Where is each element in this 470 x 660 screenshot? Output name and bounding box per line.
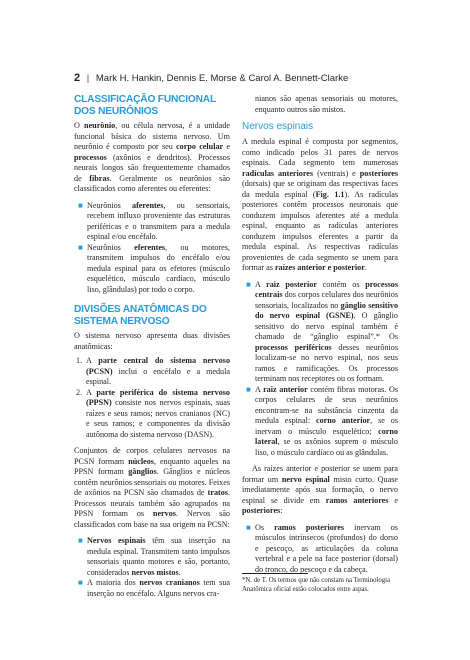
nerve-origin-list [74,536,230,599]
bullet-icon: ■ [78,536,83,545]
paragraph-continuation: nianos são apenas sensoriais ou motores, enquanto outros são mistos. [255,94,398,114]
bold-term: ramos anteriores [325,495,389,505]
list-item: ■ Nervos espinais têm sua inserção na medula espinal. Transmitem tanto impulsos sensoriais quanto motores e são, portanto, considerados nervos mistos. [78,536,230,577]
page-number: 2 [74,72,81,84]
neuron-type-list [74,201,230,296]
item-number: 1. [76,356,83,365]
bold-term: corno anterior [315,416,371,425]
bold-term: corpo celular [176,142,224,151]
bold-term: ramos posteriores [274,522,345,532]
bold-term: raiz anterior [263,384,308,394]
heading-spinal-nerves: Nervos espinais [242,121,314,132]
running-header [74,72,348,84]
list-item: ■ A maioria dos nervos cranianos tem sua inserção no encéfalo. Alguns nervos cra- [78,578,231,598]
heading-functional-classification: CLASSIFICAÇÃO FUNCIONAL DOS NEURÔNIOS [74,94,216,117]
left-column [74,94,230,599]
bullet-icon: ■ [246,522,251,532]
bold-term: raízes anterior e posterior [274,263,365,272]
bold-term: radículas anteriores [242,168,314,178]
bold-term: processos [74,152,107,162]
list-item: ■ Neurônios eferentes, ou motores, transmitem impulsos do encéfalo e/ou medula espinal para os efetores (músculo esquelético, músculo cardíaco, músculo liso, glândulas) por todo o corpo. [78,242,230,294]
numbered-item: 2. A parte periférica do sistema nervoso (PPSN) consiste nos nervos espinais, suas raízes e seus ramos; nervos cranianos (NC) e seus ramos; e componentes da divisão autônoma do sistema nervoso (DASN). [76,387,230,439]
bullet-icon: ■ [78,200,83,210]
paragraph-neuron-definition: O neurônio, ou célula nervosa, é a unidade funcional básica do sistema nervoso. Um neurônio é composto por seu corpo celular e processos (axônios e dendritos). Processos neurais longos são frequentemente chamados de fibras. Geralmente os neurônios são classificados como aferentes ou eferentes: [74,121,230,193]
bold-term: Nervos espinais [87,536,146,545]
bold-term: nervo espinal [281,474,330,484]
bold-term: tratos [207,488,228,497]
rami-list [242,523,398,576]
bold-term: posteriores [359,168,398,178]
footnote-rule [242,573,308,574]
bold-term: gânglio sensitivo do nervo espinal (GSNE) [255,300,399,320]
bold-term: processos periféricos [255,342,332,352]
bold-term: fibras [89,173,110,183]
bold-term: nervos cranianos [139,578,200,587]
numbered-item: 1. A parte central do sistema nervoso (PCSN) inclui o encéfalo e a medula espinal. [76,356,231,386]
header-separator: | [86,73,90,84]
bold-term: aferentes [132,200,164,210]
bold-term: posteriores [242,506,281,515]
bold-term: eferentes [134,242,166,252]
paragraph-nuclei-ganglia: Conjuntos de corpos celulares nervosos na PCSN formam núcleos, enquanto aqueles na PPSN formam gânglios. Gânglios e núcleos contêm neurônios sensoriais ou motores. Feixes de axônios na PCSN são chamados de tratos. Processos neurais também são agrupados na PPSN formam os nervos. Nervos são classificados com base na sua origem na PCSN: [74,446,230,529]
bold-term: nervos mistos [131,567,179,577]
bold-term: raiz posterior [266,279,317,289]
paragraph-spinal-nerve-formation: As raízes anterior e posterior se unem para formar um nervo espinal misto curto. Quase imediatamente após sua formação, o nervo espinal se divide em ramos anteriores e posteriores: [242,464,398,515]
translator-footnote: *N. de T. Os termos que não constam na Terminologia Anatômica oficial estão colocados entre aspas. [242,577,391,593]
heading-anatomical-divisions: DIVISÕES ANATÔMICAS DO SISTEMA NERVOSO [74,304,207,327]
root-list [242,280,398,459]
bold-term: Fig. 1.1 [315,189,345,199]
header-authors: Mark H. Hankin, Dennis E. Morse & Carol A. Bennett-Clarke [95,73,349,84]
division-list [74,356,230,440]
bold-term: nervos [152,509,176,518]
list-item: ■ Os ramos posteriores inervam os músculos intrínsecos (profundos) do dorso e pescoço, as articulações da coluna vertebral e a pele na face posterior (dorsal) do tronco, do pescoço e da cabeça. [246,522,398,574]
right-column [242,94,398,575]
bullet-icon: ■ [78,578,83,587]
paragraph-divisions-intro: O sistema nervoso apresenta duas divisões anatômicas: [74,331,230,351]
bold-term: gânglios [128,467,157,476]
item-number: 2. [76,387,83,397]
bold-term: corno lateral [255,426,398,446]
bullet-icon: ■ [246,384,251,394]
paragraph-spinal-segments: A medula espinal é composta por segmentos, como indicado pelos 31 pares de nervos espinais. Cada segmento tem numerosas radículas anteriores (ventrais) e posteriores (dorsais) que se originam das respectivas faces da medula espinal (Fig. 1.1). As radículas posteriores contêm processos neuronais que conduzem impulsos aferentes até a medula espinal, enquanto as radículas anteriores conduzem impulsos eferentes a partir da medula espinal. As respectivas radículas provenientes de cada segmento se unem para formar as raízes anterior e posterior. [242,137,398,272]
list-item: ■ Neurônios aferentes, ou sensoriais, recebem influxo proveniente das estruturas periféricas e o transmitem para a medula espinal e/ou encéfalo. [78,200,230,241]
bullet-icon: ■ [246,279,251,289]
bullet-icon: ■ [78,242,83,252]
bold-term: núcleos [128,456,154,466]
list-item: ■ A raiz anterior contém fibras motoras. Os corpos celulares de seus neurônios encontram-se na substância cinzenta da medula espinal: corno anterior, se os inervam o músculo esquelético; corno lateral, se os axônios suprem o músculo liso, o músculo cardíaco ou as glândulas. [246,384,398,457]
bold-term: parte periférica do sistema nervoso (PPSN) [86,387,230,407]
bold-term: neurônio [84,121,116,130]
bold-term: processos centrais [255,279,399,299]
list-item: ■ A raiz posterior contém os processos centrais dos corpos celulares dos neurônios sensoriais, localizados no gânglio sensitivo do nervo espinal (GSNE). O gânglio sensitivo do nervo espinal também é chamado de “gânglio espinal”.* Os processos periféricos desses neurônios localizam-se no nervo espinal, nos seus ramos e ramificações. Os processos terminam nos receptores ou os formam. [246,279,399,383]
bold-term: parte central do sistema nervoso (PCSN) [86,356,231,376]
